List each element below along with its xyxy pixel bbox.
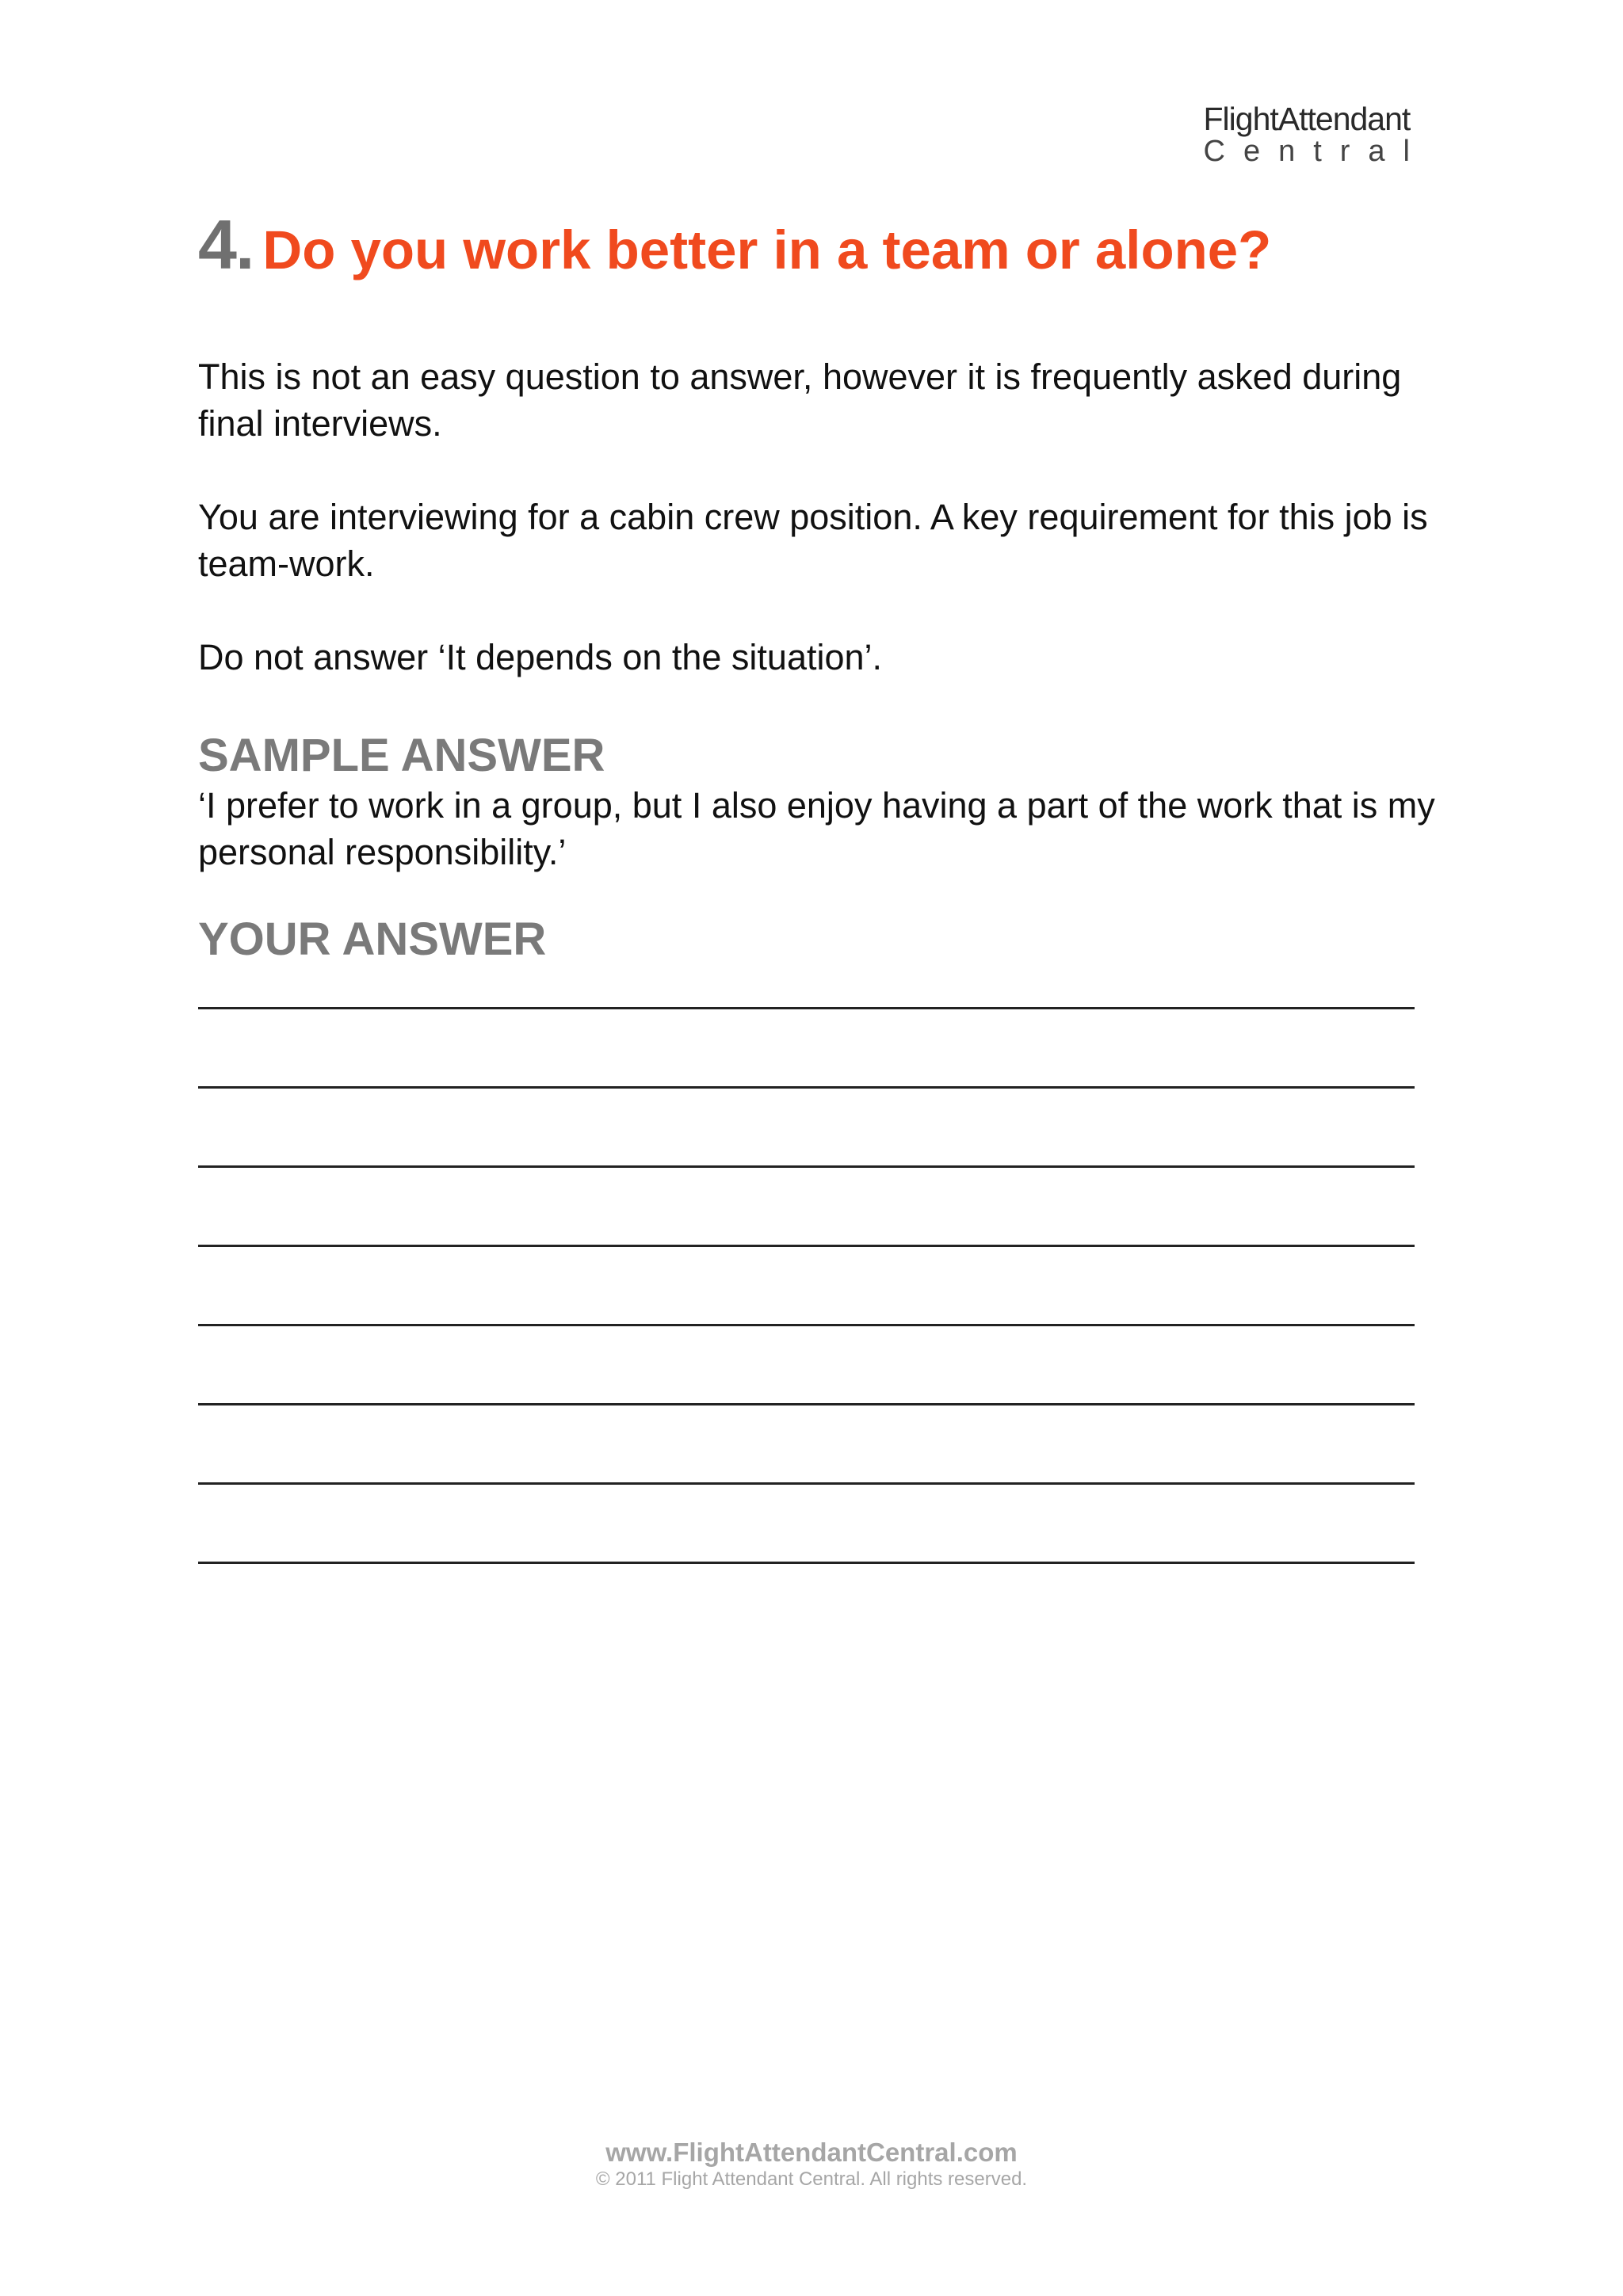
question-number: 4. xyxy=(198,205,254,284)
answer-line[interactable] xyxy=(198,1168,1415,1247)
answer-line[interactable] xyxy=(198,1326,1415,1405)
intro-paragraph-3: Do not answer ‘It depends on the situation’. xyxy=(198,637,883,677)
logo-text-top: FlightAttendant xyxy=(1203,101,1411,137)
sample-answer-text: ‘I prefer to work in a group, but I also enjoy having a part of the work that is my personal responsibility.’ xyxy=(198,785,1435,872)
question-title: Do you work better in a team or alone? xyxy=(262,219,1272,280)
answer-line[interactable] xyxy=(198,1485,1415,1564)
answer-line[interactable] xyxy=(198,1405,1415,1485)
answer-line[interactable] xyxy=(198,1247,1415,1326)
your-answer-heading: YOUR ANSWER xyxy=(198,913,547,965)
footer-website-link[interactable]: www.FlightAttendantCentral.com xyxy=(605,2138,1018,2167)
question-heading xyxy=(198,204,1434,285)
sample-answer-heading: SAMPLE ANSWER xyxy=(198,730,605,781)
footer-copyright: © 2011 Flight Attendant Central. All rights reserved. xyxy=(595,2168,1028,2190)
answer-line[interactable] xyxy=(198,1009,1415,1089)
answer-line[interactable] xyxy=(198,1089,1415,1168)
logo-text-bottom: Central xyxy=(1203,135,1428,168)
brand-logo xyxy=(1204,101,1429,166)
main-content xyxy=(198,353,1450,966)
answer-lines[interactable] xyxy=(198,1007,1415,1564)
intro-paragraph-1: This is not an easy question to answer, however it is frequently asked during final interviews. xyxy=(198,357,1402,444)
intro-paragraph-2: You are interviewing for a cabin crew position. A key requirement for this job is team-work. xyxy=(198,497,1428,584)
page-footer xyxy=(0,2138,1623,2191)
